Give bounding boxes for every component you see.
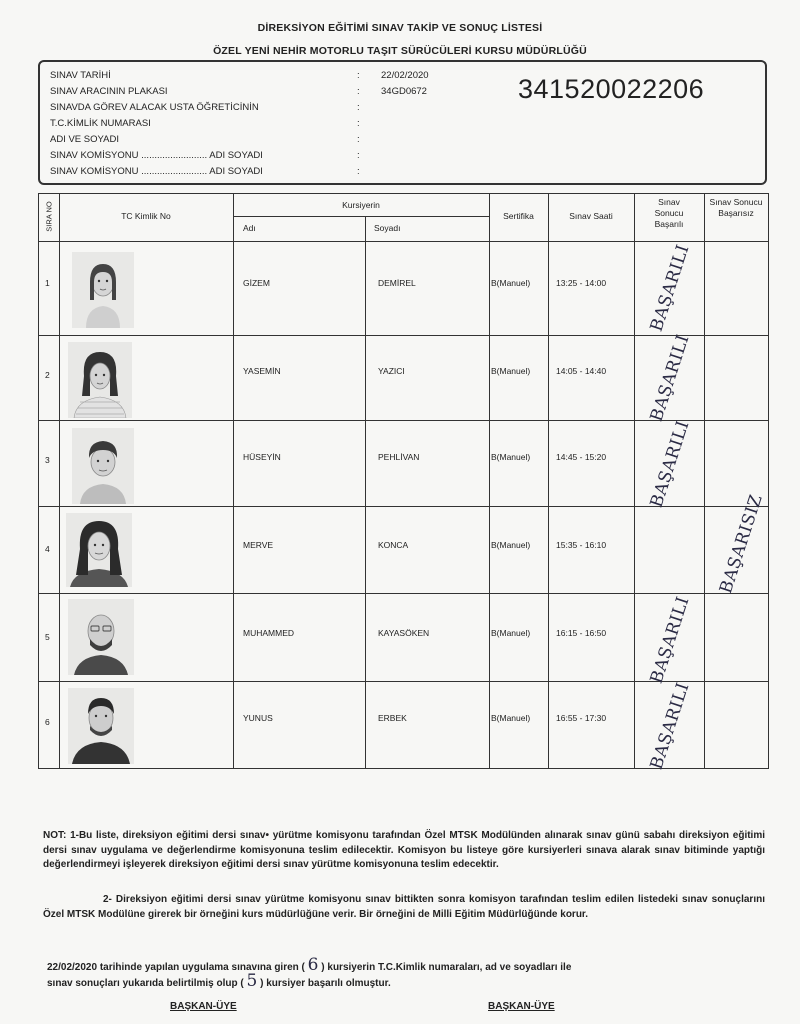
summary-text-part1: 22/02/2020 tarihinde yapılan uygulama sınavına giren ( <box>47 962 305 973</box>
row-number: 4 <box>45 544 50 554</box>
info-colon: : <box>357 86 360 97</box>
student-last-name: PEHLİVAN <box>378 452 420 462</box>
document-number: 341520022206 <box>518 74 705 104</box>
student-last-name: KAYASÖKEN <box>378 628 430 638</box>
info-label: ADI VE SOYADI <box>50 134 119 145</box>
info-label: SINAV KOMİSYONU ......................... ADI SOYADI <box>50 150 263 161</box>
header-sira-no: SIRA NO <box>44 201 54 232</box>
student-first-name: MERVE <box>243 540 274 550</box>
exam-time: 16:55 - 17:30 <box>556 713 607 723</box>
exam-time: 14:45 - 15:20 <box>556 452 607 462</box>
info-colon: : <box>357 118 360 129</box>
exam-time: 14:05 - 14:40 <box>556 366 607 376</box>
student-first-name: YUNUS <box>243 713 273 723</box>
certificate-class: B(Manuel) <box>491 278 531 288</box>
student-photo <box>72 428 134 504</box>
summary-text-part4: ) kursiyer başarılı olmuştur. <box>260 978 391 989</box>
exam-time: 16:15 - 16:50 <box>556 628 607 638</box>
exam-time: 15:35 - 16:10 <box>556 540 607 550</box>
header-soyadi: Soyadı <box>374 223 401 233</box>
exam-info-box <box>38 60 767 185</box>
header-adi: Adı <box>243 223 256 233</box>
info-label: T.C.KİMLİK NUMARASI <box>50 118 151 129</box>
info-colon: : <box>357 166 360 177</box>
note-1: NOT: 1-Bu liste, direksiyon eğitimi dersi sınav• yürütme komisyonu tarafından Özel MTSK Modülünden alınarak sınav günü sabahı direksiyon eğitimi dersi sınav uygulama ve değerlendirme komisyonuna teslim edilecektir. Komisyon bu listeye göre kursiyerleri sınava alarak sınav bitiminde yaptığı değerlendirmeyi işleyerek direksiyon eğitimi dersi sınav yürütme komisyonuna teslim edecektir. <box>43 830 765 871</box>
certificate-class: B(Manuel) <box>491 452 531 462</box>
row-number: 5 <box>45 632 50 642</box>
header-tc-kimlik: TC Kimlik No <box>121 211 171 221</box>
certificate-class: B(Manuel) <box>491 628 531 638</box>
student-first-name: HÜSEYİN <box>243 452 281 462</box>
student-photo <box>68 688 134 764</box>
document-title: DİREKSİYON EĞİTİMİ SINAV TAKİP VE SONUÇ LİSTESİ <box>257 22 543 34</box>
student-last-name: DEMİREL <box>378 278 416 288</box>
handwritten-result-pass: BAŞARILI <box>646 594 694 686</box>
handwritten-result-pass: BAŞARILI <box>646 680 694 772</box>
student-first-name: GİZEM <box>243 278 270 288</box>
info-label: SINAV KOMİSYONU ......................... ADI SOYADI <box>50 166 263 177</box>
student-first-name: MUHAMMED <box>243 628 294 638</box>
handwritten-result-pass: BAŞARILI <box>646 418 694 510</box>
student-first-name: YASEMİN <box>243 366 281 376</box>
header-basarisiz: Sınav Sonucu Başarısız <box>709 197 763 218</box>
row-number: 1 <box>45 278 50 288</box>
student-photo <box>68 342 132 418</box>
student-last-name: YAZICI <box>378 366 405 376</box>
certificate-class: B(Manuel) <box>491 540 531 550</box>
info-colon: : <box>357 150 360 161</box>
student-photo <box>72 252 134 328</box>
signature-label-left: BAŞKAN-ÜYE <box>170 1001 237 1012</box>
handwritten-result-pass: BAŞARILI <box>646 242 694 334</box>
summary-line-2 <box>47 971 769 992</box>
header-sertifika: Sertifika <box>503 211 534 221</box>
student-last-name: ERBEK <box>378 713 407 723</box>
info-colon: : <box>357 134 360 145</box>
header-sinav-saati: Sınav Saati <box>569 211 613 221</box>
info-label: SINAVDA GÖREV ALACAK USTA ÖĞRETİCİNİN <box>50 102 259 113</box>
info-value: 34GD0672 <box>381 86 427 97</box>
handwritten-result-fail: BAŞARISIZ <box>716 491 767 597</box>
header-basarili: Sınav Sonucu Başarılı <box>654 197 684 229</box>
institution-name: ÖZEL YENİ NEHİR MOTORLU TAŞIT SÜRÜCÜLERİ KURSU MÜDÜRLÜĞÜ <box>213 45 587 57</box>
student-photo <box>68 599 134 675</box>
info-label: SINAV TARİHİ <box>50 70 111 81</box>
info-value: 22/02/2020 <box>381 70 429 81</box>
certificate-class: B(Manuel) <box>491 366 531 376</box>
header-kursiyerin: Kursiyerin <box>342 200 380 210</box>
summary-text-part2: ) kursiyerin T.C.Kimlik numaraları, ad ve soyadları ile <box>321 962 572 973</box>
info-colon: : <box>357 70 360 81</box>
signature-label-right: BAŞKAN-ÜYE <box>488 1001 555 1012</box>
info-label: SINAV ARACININ PLAKASI <box>50 86 168 97</box>
row-number: 2 <box>45 370 50 380</box>
student-photo <box>66 513 132 587</box>
exam-time: 13:25 - 14:00 <box>556 278 607 288</box>
summary-line-1 <box>47 955 769 976</box>
note-2: 2- Direksiyon eğitimi dersi sınav yürütme komisyonu sınav bittikten sonra komisyon tarafından teslim edilen listedeki sınav sonuçlarını Özel MTSK Modülüne girerek bir örneğini kurs müdürlüğüne verir. Bir örneğini de Milli Eğitim Müdürlüğünde korur. <box>43 894 765 920</box>
row-number: 3 <box>45 455 50 465</box>
certificate-class: B(Manuel) <box>491 713 531 723</box>
info-colon: : <box>357 102 360 113</box>
handwritten-result-pass: BAŞARILI <box>646 332 694 424</box>
row-number: 6 <box>45 717 50 727</box>
handwritten-count-passed: 5 <box>246 971 258 991</box>
summary-text-part3: sınav sonuçları yukarıda belirtilmiş olup ( <box>47 978 244 989</box>
student-last-name: KONCA <box>378 540 409 550</box>
handwritten-count-entered: 6 <box>307 955 319 975</box>
